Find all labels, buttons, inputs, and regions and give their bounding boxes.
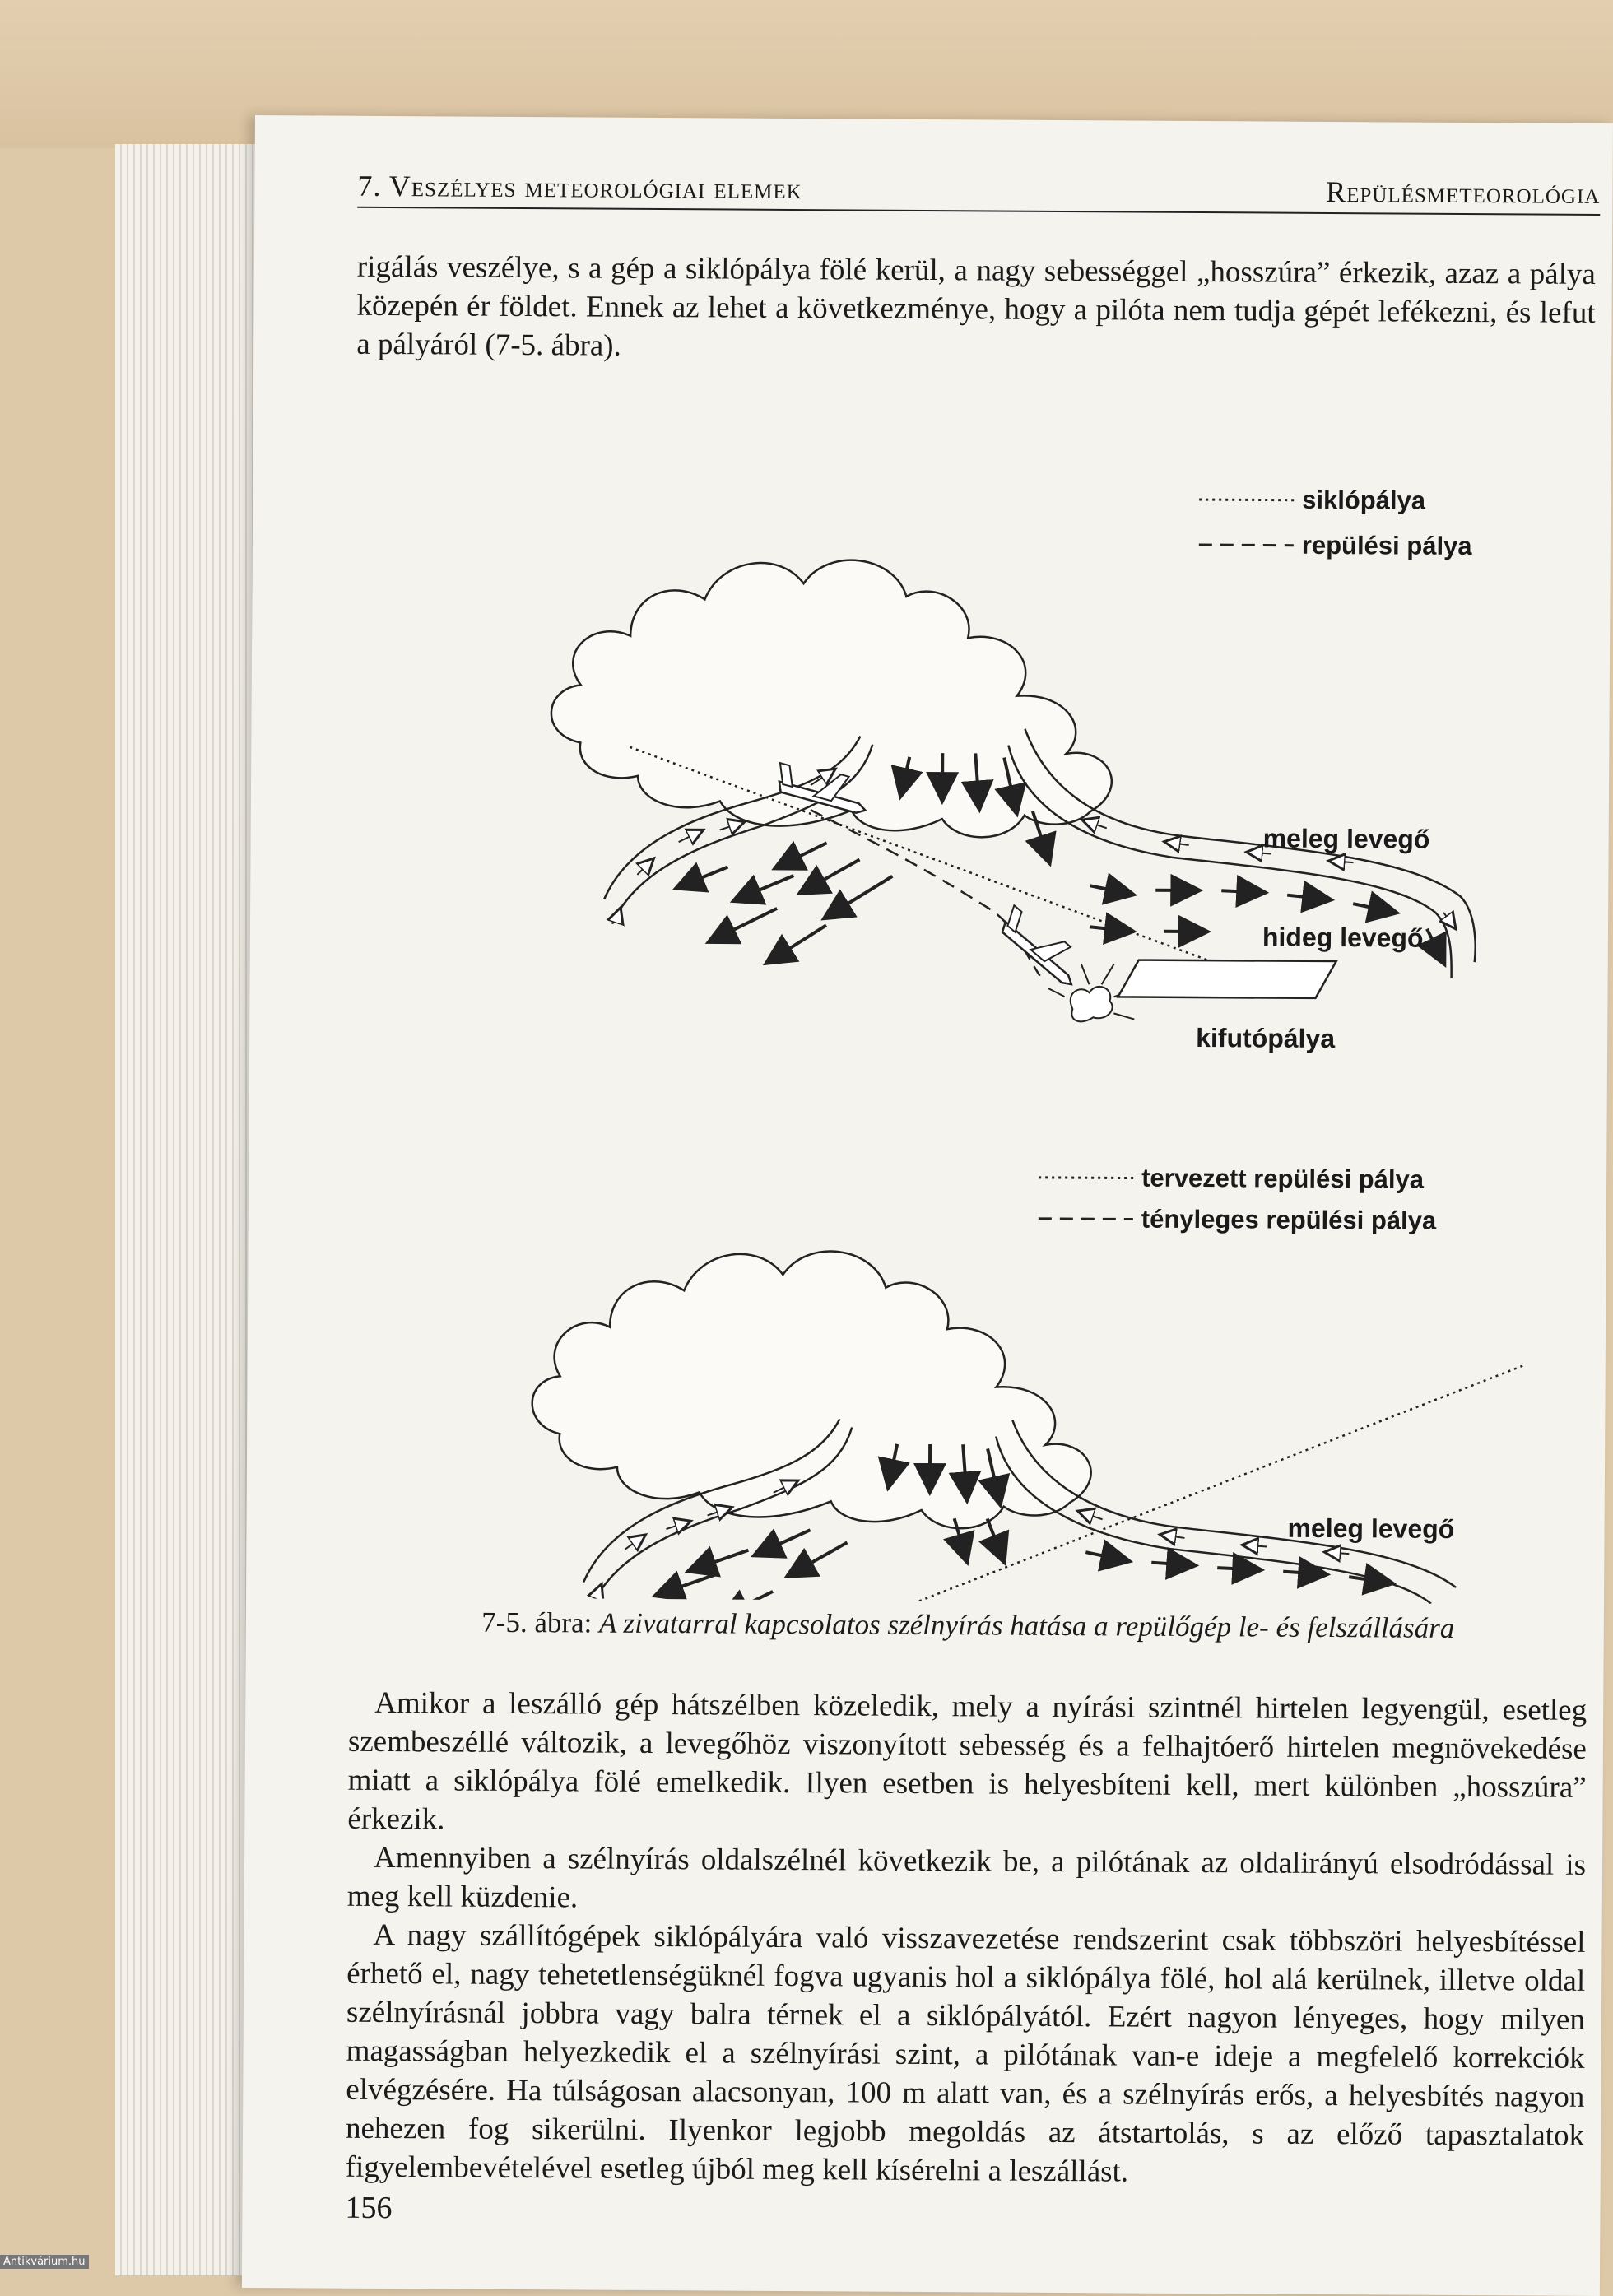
book-title: Repülésmeteorológia <box>1326 174 1601 211</box>
top-diagram <box>549 481 1478 1054</box>
caption-label: 7-5. ábra: <box>481 1606 592 1639</box>
watermark: Antikvárium.hu <box>0 2255 89 2269</box>
top-airplane-2 <box>996 902 1090 988</box>
bottom-airplane-3 <box>999 1602 1094 1605</box>
figure-caption <box>349 1606 1587 1646</box>
running-head <box>357 167 1600 216</box>
paragraph-2: Amennyiben a szélnyírás oldalszélnél következik be, a pilótának az oldalirányú elsodródással is meg kell küzdenie. <box>347 1838 1587 1923</box>
top-legend <box>1199 485 1473 560</box>
caption-text: A zivatarral kapcsolatos szélnyírás hatása a repülőgép le- és felszállására <box>599 1607 1455 1644</box>
bottom-warm-air-label: meleg levegő <box>1287 1513 1454 1544</box>
intro-paragraph <box>356 248 1596 371</box>
book-page <box>242 115 1613 2296</box>
top-runway-label: kifutópálya <box>1196 1023 1335 1053</box>
paragraph-3: A nagy szállítógépek siklópályára való visszavezetése rendszerint csak többszöri helyesbítéssel érhető el, nagy tehetetlenségüknél fogva ugyanis hol a siklópálya fölé, hol alá kerülnek, illetve oldal szélnyírásnál jobbra vagy balra térnek el a siklópályától. Ezért nagyon lényeges, hogy milyen magasságban helyezkedik el a szélnyírási szint, a pilótának van-e ideje a megfelelő korrekciók elvégzésére. Ha túlságosan alacsonyan, 100 m alatt van, és a szélnyírás erős, a helyesbítés nagyon nehezen fog sikerülni. Ilyenkor legjobb megoldás az átstartolás, s az előző tapasztalatok figyelembevételével esetleg újból meg kell kísérelni a leszállást. <box>346 1916 1586 2194</box>
legend-flight-path: repülési pálya <box>1302 531 1473 560</box>
paragraph-1: Amikor a leszálló gép hátszélben közeledik, mely a nyírási szintnél hirtelen legyengül, esetleg szembeszéllé változik, a levegőhöz viszonyított sebesség és a felhajtóerő hirtelen megnövekedése miatt a siklópálya fölé emelkedik. Ilyen esetben is helyesbíteni kell, mert különben „hosszúra” érkezik. <box>347 1684 1587 1846</box>
top-flight-line <box>810 810 1041 976</box>
legend-actual-path: tényleges repülési pálya <box>1141 1205 1437 1235</box>
body-paragraphs <box>346 1684 1587 2194</box>
top-warm-air-label: meleg levegő <box>1263 823 1430 853</box>
chapter-title: 7. Veszélyes meteorológiai elemek <box>357 169 802 206</box>
legend-glide-path: siklópálya <box>1302 486 1426 515</box>
legend-planned-path: tervezett repülési pálya <box>1141 1164 1425 1194</box>
bottom-cloud <box>532 1249 1092 1529</box>
intro-paragraph-text: rigálás veszélye, s a gép a siklópálya fölé kerül, a nagy sebességgel „hosszúra” érkezik, azaz a pálya közepén ér földet. Ennek az lehet a következménye, hogy a pilóta nem tudja gépét lefékezni, és lefut a pályáról (7-5. ábra). <box>356 248 1596 371</box>
top-cold-air-label: hideg levegő <box>1262 922 1424 952</box>
bottom-diagram <box>504 1160 1524 1605</box>
top-runway <box>1118 960 1336 998</box>
page-number: 156 <box>345 2190 392 2226</box>
page-edges <box>115 144 263 2275</box>
figure-7-5 <box>361 379 1587 1605</box>
bottom-legend <box>1039 1163 1438 1235</box>
